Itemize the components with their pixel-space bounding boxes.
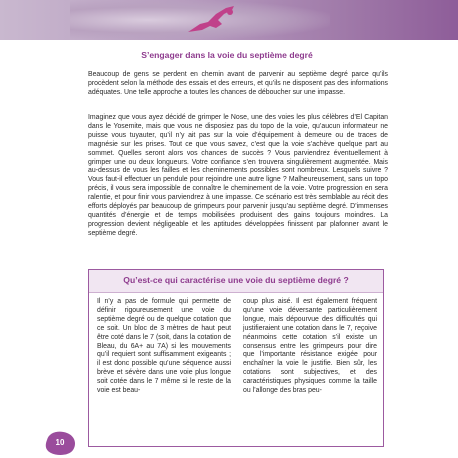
- page-content: [60, 40, 394, 458]
- climber-silhouette-icon: [182, 2, 242, 38]
- page-number: 10: [55, 438, 65, 447]
- scenario-paragraph: Imaginez que vous ayez décidé de grimper le Nose, une des voies les plus célèbres d’El Capitan dans le Yosemite, mais que vous ne disposiez pas du topo de la voie, qu’aucun informateur ne puisse vous tuyauter, qu’il n’y ait pas sur la voie d’équipement à demeure ou de traces de magnésie sur les prises. Tout ce que vous savez, c’est que la voie s’achève quelque part au sommet. Quelles seront alors vos chances de succès ? Vous parviendrez éventuellement à grimper une ou deux longueurs. Votre confiance s’en trouvera singulièrement augmentée. Mais au-dessus de vous les failles et les cheminements possibles sont nombreux. Lesquels suivre ? Vous faut-il effectuer un pendule pour rejoindre une autre ligne ? Malheureusement, sans un topo précis, il vous sera impossible de connaître le cheminement de la voie. Votre progression en sera ralentie, et pour finir vous parviendrez à une impasse. Ce scénario est très semblable au récit des efforts déployés par beaucoup de grimpeurs pour parvenir jusqu’au septième degré. D’immenses quantités d’énergie et de temps mobilisées produisent des gains toujours moindres. La progression devient négligeable et les aptitudes développées finissent par plafonner avant le septième degré.: [88, 114, 388, 237]
- intro-paragraph: Beaucoup de gens se perdent en chemin avant de parvenir au septième degré parce qu’ils procèdent selon la méthode des essais et des erreurs, et qu’ils ne disposent pas des informations adéquates. Une telle approche a toutes les chances de déboucher sur une impasse.: [88, 71, 388, 96]
- sidebar-box-title: Qu’est-ce qui caractérise une voie du septième degré ?: [123, 275, 349, 285]
- sidebar-box-title-bar: [89, 270, 383, 293]
- sidebar-box-right-column: coup plus aisé. Il est également fréquent qu’une voie déversante particulièrement longue, mais dépourvue des difficultés qui justifieraient une cotation dans le 7, reçoive néanmoins cette cotation s’il existe un consensus entre les grimpeurs pour dire que l’importante résistance exigée pour enchaîner la voie le justifie. Bien sûr, les cotations sont subjectives, et des caractéristiques physiques comme la taille ou l’allonge des bras peu-: [243, 298, 377, 395]
- section-title: S’engager dans la voie du septième degré: [141, 50, 313, 60]
- sidebar-box: [88, 269, 384, 447]
- sidebar-box-left-column: Il n’y a pas de formule qui permette de définir rigoureusement une voie du septième degré ou de quelque cotation que ce soit. Un bloc de 3 mètres de haut peut être coté dans le 7 (soit, dans la cotation de Bleau, du 6A+ au 7A) si les mouvements qu’il requiert sont suffisamment exigeants ; il est donc possible qu’une séquence aussi brève et sévère dans une voie plus longue soit cotée dans le 7 même si le reste de la voie est beau-: [97, 298, 231, 395]
- header-photo-band: [0, 0, 458, 40]
